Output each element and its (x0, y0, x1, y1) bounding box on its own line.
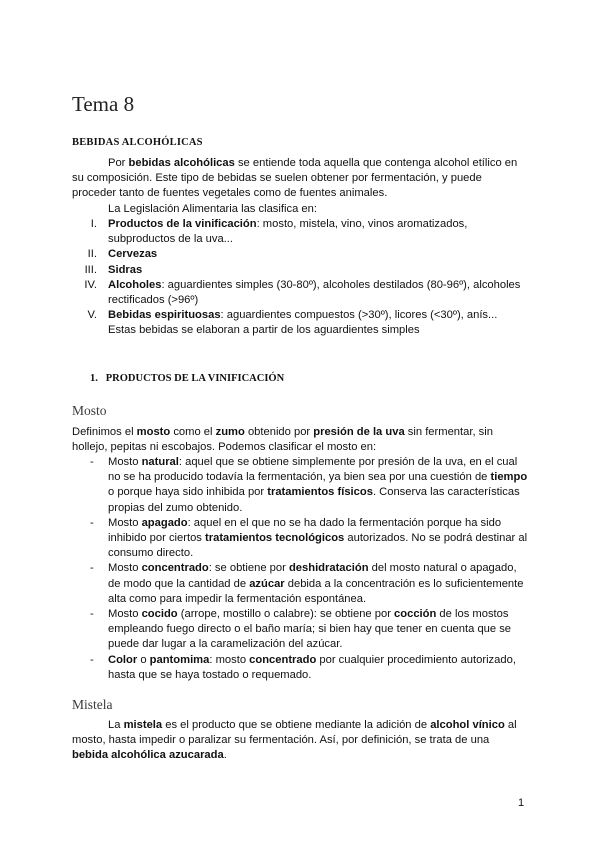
subheading-mosto: Mosto (72, 403, 107, 418)
text-run: del mosto natural o apagado, de modo que la cantidad de (108, 562, 517, 590)
list-number: IV. (84, 278, 97, 291)
text-run: debida a la concentración es lo suficientemente alta como para impedir la fermentación espontánea. (108, 577, 524, 605)
bold-term: tratamientos físicos (267, 486, 373, 499)
legislation-line: La Legislación Alimentaria las clasifica en: (108, 203, 317, 215)
list-item (72, 217, 528, 247)
list-text: : aguardientes compuestos (>30º), licores (<30º), anís... Estas bebidas se elaboran a partir de los aguardientes simples (108, 309, 498, 337)
bold-term: azúcar (249, 577, 285, 590)
dash-bullet: - (90, 562, 94, 575)
page-title: Tema 8 (72, 92, 135, 116)
dash-bullet: - (90, 516, 94, 529)
text-run: obtenido por (244, 426, 314, 438)
text-run: por cualquier procedimiento autorizado, hasta que se haya tostado o requemado. (108, 653, 516, 681)
bold-term: cocción (394, 608, 437, 621)
text-run: : aquel en el que no se ha dado la fermentación porque ha sido inhibido por ciertos (108, 516, 502, 545)
intro-text: se entiende toda aquella que contenga alcohol etílico en su composición. Este tipo de bebidas se suelen obtener por fermentación, y puede proceder tanto de fuentes vegetales como de fuentes animales. (72, 157, 518, 200)
bold-term: bebida alcohólica azucarada (72, 749, 224, 762)
list-text: : mosto, mistela, vino, vinos aromatizados, subproductos de la uva... (108, 218, 468, 246)
mistela-paragraph (72, 718, 528, 764)
bold-term: mosto (136, 426, 171, 438)
intro-paragraph (72, 156, 528, 202)
bold-term: tratamientos tecnológicos (205, 532, 345, 545)
list-number: II. (87, 248, 97, 261)
classification-list (72, 217, 528, 339)
list-number: V. (87, 309, 97, 322)
dash-bullet: - (90, 608, 94, 621)
text-run: . Conserva las características propias del zumo obtenido. (108, 486, 520, 514)
bold-term: zumo (215, 426, 245, 438)
bold-term: alcohol vínico (430, 719, 505, 731)
list-number: I. (90, 218, 97, 230)
list-item (72, 516, 528, 562)
list-item (72, 607, 528, 653)
text-run: Mosto (108, 516, 142, 529)
intro-text: Por (108, 157, 129, 169)
bold-term: concentrado (249, 653, 317, 666)
bold-term: mistela (123, 719, 163, 731)
list-term: Sidras (108, 263, 143, 276)
dash-bullet: - (90, 653, 94, 666)
mosto-types-list (72, 455, 528, 683)
text-run: La (108, 719, 124, 731)
intro-bold-term: bebidas alcohólicas (128, 157, 235, 169)
text-run: o (137, 653, 150, 666)
text-run: (arrope, mostillo o calabre): se obtiene por (177, 608, 395, 621)
list-term: Alcoholes (108, 278, 162, 291)
list-item (72, 455, 528, 516)
text-run: o porque haya sido inhibida por (108, 486, 268, 499)
text-run: Mosto (108, 456, 142, 468)
bold-term: pantomima (149, 653, 210, 666)
text-run: : mosto (209, 653, 250, 666)
text-run: Mosto (108, 608, 142, 621)
section-heading-bebidas-alcoholicas: BEBIDAS ALCOHÓLICAS (72, 137, 203, 148)
list-item (72, 247, 528, 262)
list-term: Productos de la vinificación (108, 218, 257, 230)
text-run: : aquel que se obtiene simplemente por presión de la uva, en el cual no se ha producido todavía la fermentación, ya bien sea por una cuestión de (108, 456, 518, 484)
list-term: Bebidas espirituosas (108, 309, 221, 322)
text-run: de los mostos empleando fuego directo o el baño maría; si bien hay que tener en cuenta que se puede dar lugar a la caramelización del azúcar. (108, 608, 512, 651)
dash-bullet: - (90, 456, 94, 468)
list-item (72, 308, 528, 338)
section-heading-productos-vinificacion: 1. PRODUCTOS DE LA VINIFICACIÓN (90, 373, 285, 384)
mosto-intro-paragraph (72, 425, 528, 455)
bold-term: apagado (141, 516, 188, 529)
text-run: es el producto que se obtiene mediante la adición de (162, 719, 431, 731)
list-number: III. (84, 263, 97, 276)
list-item (72, 278, 528, 308)
list-text: : aguardientes simples (30-80º), alcoholes destilados (80-96º), alcoholes rectificados (>96º) (108, 278, 521, 307)
text-run: sin fermentar, sin hollejo, pepitas ni escobajos. Podemos clasificar el mosto en: (72, 426, 493, 454)
text-run: como el (170, 426, 216, 438)
bold-term: Color (108, 653, 138, 666)
bold-term: tiempo (490, 471, 528, 484)
list-item (72, 561, 528, 607)
bold-term: deshidratación (288, 562, 369, 575)
bold-term: presión de la uva (313, 426, 405, 438)
bold-term: concentrado (141, 562, 209, 575)
text-run: autorizados. No se podrá destinar al consumo directo. (108, 532, 528, 560)
page-number: 1 (518, 797, 525, 809)
bold-term: natural (141, 456, 179, 468)
list-term: Cervezas (108, 248, 158, 261)
text-run: al mosto, hasta impedir o paralizar su fermentación. Así, por definición, se trata de una (72, 719, 517, 747)
list-item (72, 263, 528, 278)
list-item (72, 653, 528, 683)
text-run: : se obtiene por (208, 562, 289, 575)
text-run: Mosto (108, 562, 142, 575)
text-run: Definimos el (72, 426, 137, 438)
bold-term: cocido (141, 608, 178, 621)
text-run: . (223, 749, 227, 762)
subheading-mistela: Mistela (72, 697, 113, 712)
